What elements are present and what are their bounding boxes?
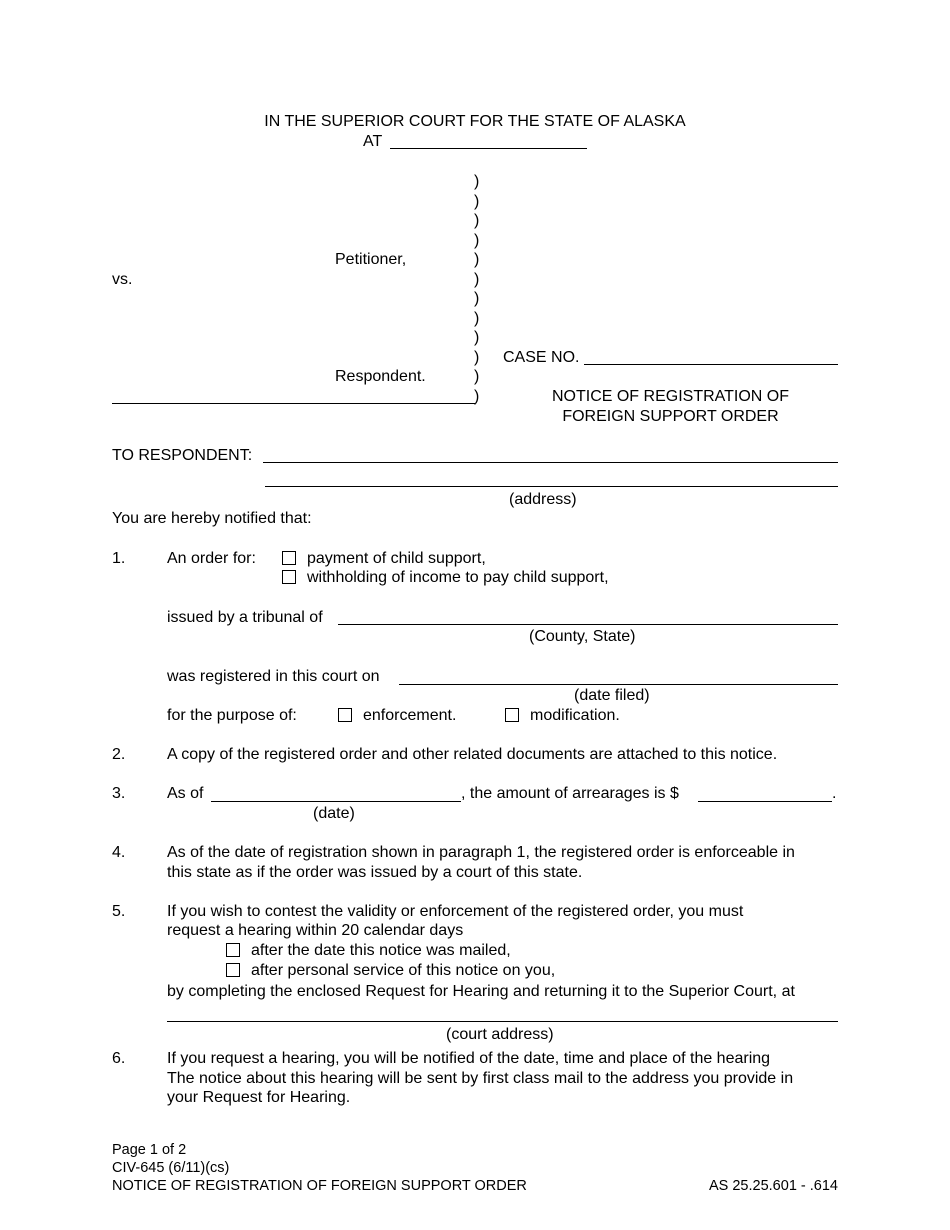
arrearage-period: . [832, 785, 837, 802]
footer-form-id: CIV-645 (6/11)(cs) [112, 1160, 230, 1176]
respondent-name-input[interactable] [112, 320, 471, 340]
respondent-address-line1 [263, 462, 838, 463]
date-filed-caption: (date filed) [574, 687, 650, 704]
withholding-option-label: withholding of income to pay child support, [307, 569, 609, 586]
case-no-line [584, 364, 838, 365]
modification-checkbox[interactable] [505, 708, 519, 722]
petitioner-name-input[interactable] [112, 200, 471, 220]
document-title-line2: FOREIGN SUPPORT ORDER [562, 408, 779, 425]
item2-text: A copy of the registered order and other related documents are attached to this notice. [167, 746, 778, 763]
court-heading: IN THE SUPERIOR COURT FOR THE STATE OF ALASKA [264, 113, 686, 130]
item5-line3: by completing the enclosed Request for Hearing and returning it to the Superior Court, at [167, 983, 795, 1000]
date-filed-line [399, 684, 838, 685]
arrearage-date-line [211, 801, 461, 802]
enforcement-option-label: enforcement. [363, 707, 457, 724]
at-label: AT [363, 133, 383, 150]
tribunal-line [338, 624, 838, 625]
footer-form-title: NOTICE OF REGISTRATION OF FOREIGN SUPPORT ORDER [112, 1178, 527, 1194]
item4-line1: As of the date of registration shown in paragraph 1, the registered order is enforceable in [167, 844, 795, 861]
at-location-input[interactable] [390, 130, 591, 148]
case-no-input[interactable] [584, 346, 842, 364]
item6-number: 6. [112, 1050, 126, 1067]
item5-line1: If you wish to contest the validity or enforcement of the registered order, you must [167, 903, 744, 920]
item6-line1: If you request a hearing, you will be notified of the date, time and place of the hearing [167, 1050, 771, 1067]
vs-label: vs. [112, 271, 133, 288]
withholding-checkbox[interactable] [282, 570, 296, 584]
tribunal-input[interactable] [340, 606, 842, 624]
respondent-label: Respondent. [335, 368, 426, 385]
as-of-label: As of [167, 785, 204, 802]
arrearage-date-input[interactable] [212, 783, 464, 801]
registered-on-label: was registered in this court on [167, 668, 380, 685]
item5-line2: request a hearing within 20 calendar days [167, 922, 464, 939]
purpose-label: for the purpose of: [167, 707, 297, 724]
modification-option-label: modification. [530, 707, 620, 724]
case-no-label: CASE NO. [503, 349, 580, 366]
item4-number: 4. [112, 844, 126, 861]
date-filed-input[interactable] [400, 666, 842, 684]
arrearage-amount-text: , the amount of arrearages is $ [461, 785, 679, 802]
respondent-address-input2[interactable] [266, 468, 842, 486]
to-respondent-label: TO RESPONDENT: [112, 447, 253, 464]
arrearage-amount-line [698, 801, 832, 802]
at-location-line [390, 148, 587, 149]
item3-number: 3. [112, 785, 126, 802]
item5-number: 5. [112, 903, 126, 920]
enforcement-checkbox[interactable] [338, 708, 352, 722]
item1-number: 1. [112, 550, 126, 567]
item4-line2: this state as if the order was issued by a court of this state. [167, 864, 583, 881]
respondent-address-line2 [265, 486, 838, 487]
court-address-input[interactable] [168, 1003, 842, 1021]
county-state-caption: (County, State) [529, 628, 636, 645]
intro-text: You are hereby notified that: [112, 510, 312, 527]
court-address-caption: (court address) [446, 1026, 554, 1043]
petitioner-label: Petitioner, [335, 251, 407, 268]
arrearage-amount-input[interactable] [699, 783, 835, 801]
mailed-checkbox[interactable] [226, 943, 240, 957]
personal-service-checkbox[interactable] [226, 963, 240, 977]
document-title-line1: NOTICE OF REGISTRATION OF [551, 388, 790, 405]
payment-checkbox[interactable] [282, 551, 296, 565]
payment-option-label: payment of child support, [307, 550, 486, 567]
footer-page-number: Page 1 of 2 [112, 1142, 187, 1158]
item6-line2: The notice about this hearing will be sent by first class mail to the address you provide in [167, 1070, 794, 1087]
respondent-address-input1[interactable] [264, 444, 842, 462]
item6-line3: your Request for Hearing. [167, 1089, 351, 1106]
personal-service-option-label: after personal service of this notice on you, [251, 962, 556, 979]
footer-statute: AS 25.25.601 - .614 [709, 1178, 838, 1194]
caption-divider: ) ) ) ) ) ) ) ) ) ) ) ) [474, 173, 480, 405]
order-for-label: An order for: [167, 550, 256, 567]
caption-bottom-line [112, 403, 475, 404]
item2-number: 2. [112, 746, 126, 763]
mailed-option-label: after the date this notice was mailed, [251, 942, 511, 959]
address-caption: (address) [509, 491, 577, 508]
issued-by-label: issued by a tribunal of [167, 609, 323, 626]
arrearage-date-caption: (date) [313, 805, 355, 822]
court-address-line [167, 1021, 838, 1022]
